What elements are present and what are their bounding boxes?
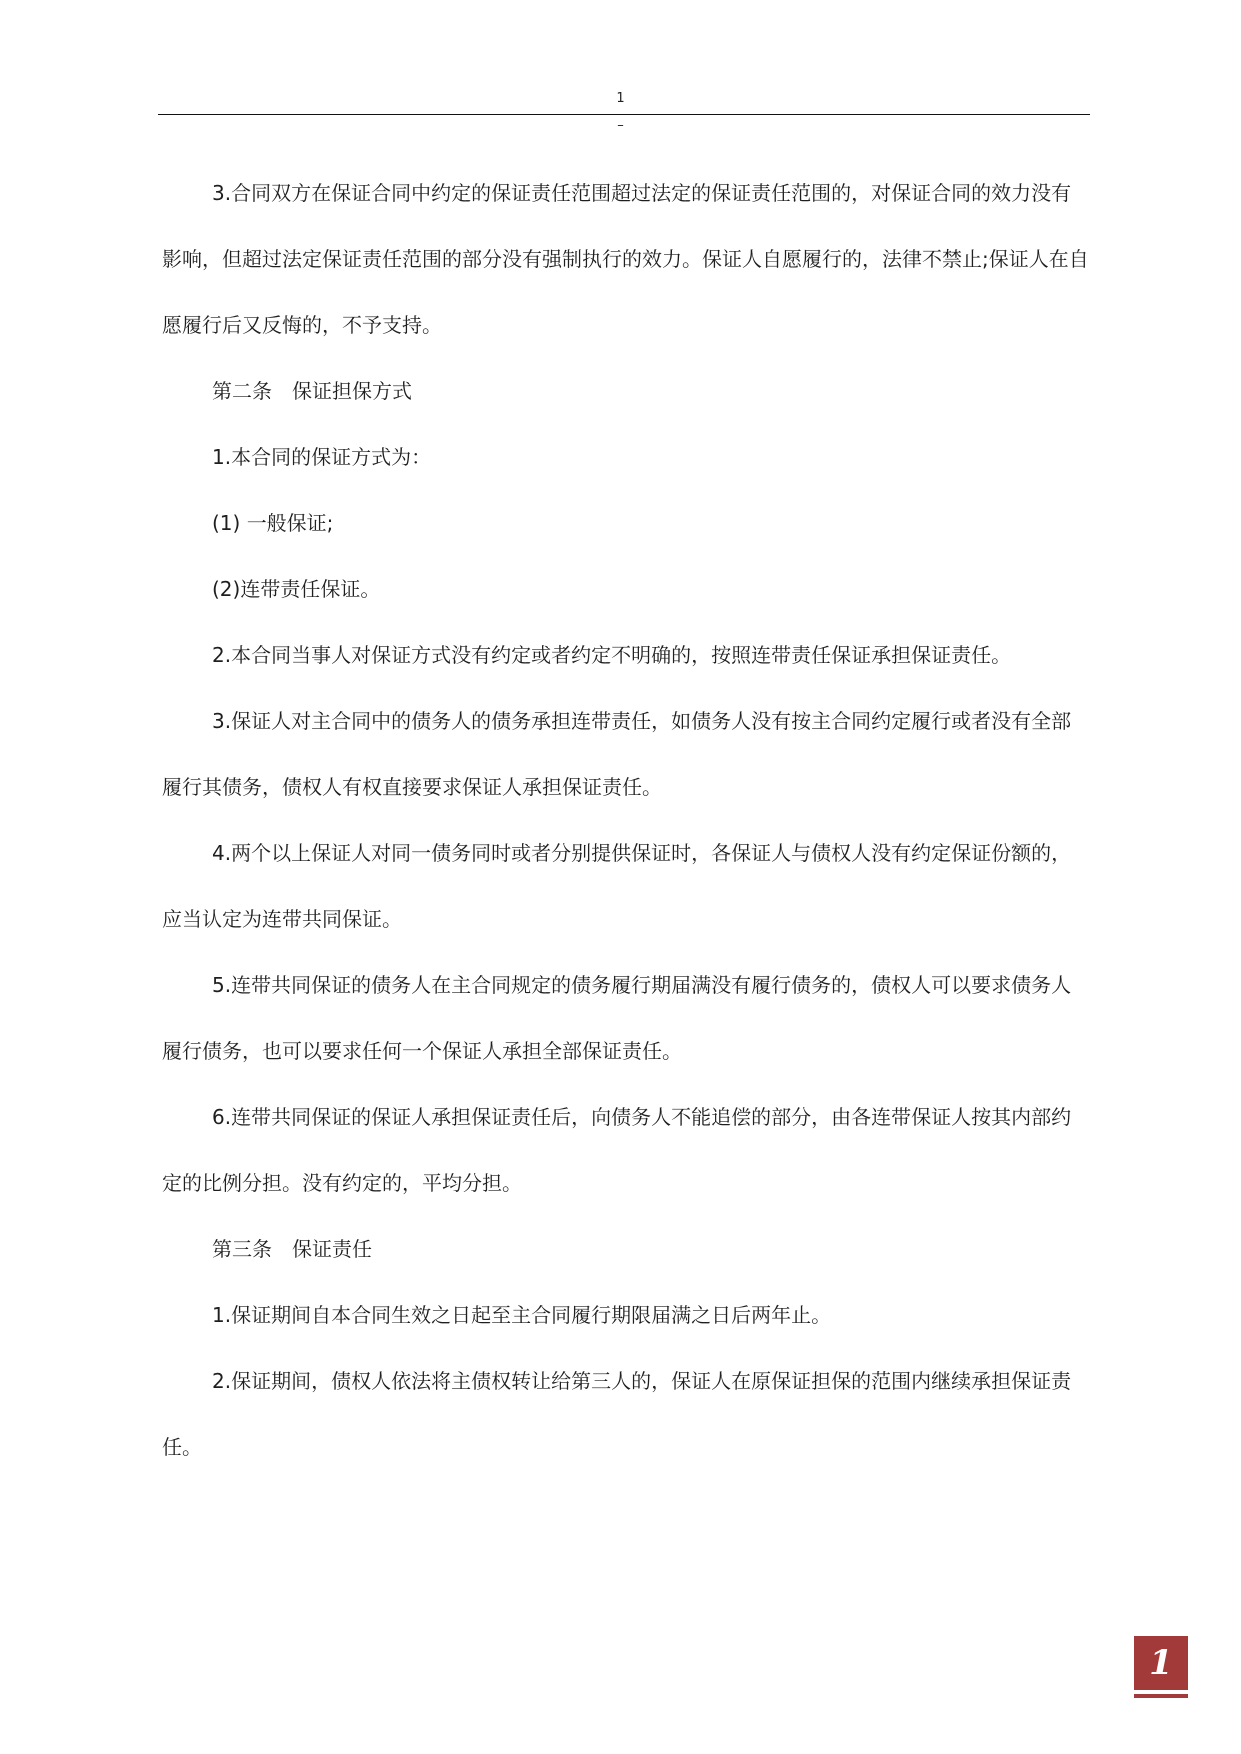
list-item-general-guarantee: (1) 一般保证; xyxy=(212,511,334,535)
header-dash: – xyxy=(617,118,624,133)
paragraph-clause-1-3: 3.合同双方在保证合同中约定的保证责任范围超过法定的保证责任范围的，对保证合同的效力没有影响，但超过法定保证责任范围的部分没有强制执行的效力。保证人自愿履行的，法律不禁止;保证人在自愿履行后又反悔的，不予支持。 xyxy=(162,181,1089,337)
page-badge-underline xyxy=(1134,1694,1188,1698)
page-number-badge: 1 xyxy=(1134,1636,1188,1690)
section-heading-article-3: 第三条 保证责任 xyxy=(212,1237,372,1261)
document-body xyxy=(162,160,1090,1480)
paragraph-clause-3-2: 2.保证期间，债权人依法将主债权转让给第三人的，保证人在原保证担保的范围内继续承担保证责任。 xyxy=(162,1369,1072,1459)
paragraph-clause-2-3: 3.保证人对主合同中的债务人的债务承担连带责任，如债务人没有按主合同约定履行或者没有全部履行其债务，债权人有权直接要求保证人承担保证责任。 xyxy=(162,709,1072,799)
paragraph-clause-2-5: 5.连带共同保证的债务人在主合同规定的债务履行期届满没有履行债务的，债权人可以要求债务人履行债务，也可以要求任何一个保证人承担全部保证责任。 xyxy=(162,973,1072,1063)
header-divider xyxy=(158,114,1090,115)
section-heading-article-2: 第二条 保证担保方式 xyxy=(212,379,412,403)
paragraph-clause-2-1: 1.本合同的保证方式为： xyxy=(212,445,432,469)
paragraph-clause-2-2: 2.本合同当事人对保证方式没有约定或者约定不明确的，按照连带责任保证承担保证责任。 xyxy=(212,643,1012,667)
paragraph-clause-2-6: 6.连带共同保证的保证人承担保证责任后，向债务人不能追偿的部分，由各连带保证人按其内部约定的比例分担。没有约定的，平均分担。 xyxy=(162,1105,1072,1195)
header-page-number: 1 xyxy=(616,91,625,106)
list-item-joint-guarantee: (2)连带责任保证。 xyxy=(212,577,381,601)
paragraph-clause-3-1: 1.保证期间自本合同生效之日起至主合同履行期限届满之日后两年止。 xyxy=(212,1303,832,1327)
paragraph-clause-2-4: 4.两个以上保证人对同一债务同时或者分别提供保证时，各保证人与债权人没有约定保证份额的，应当认定为连带共同保证。 xyxy=(162,841,1072,931)
